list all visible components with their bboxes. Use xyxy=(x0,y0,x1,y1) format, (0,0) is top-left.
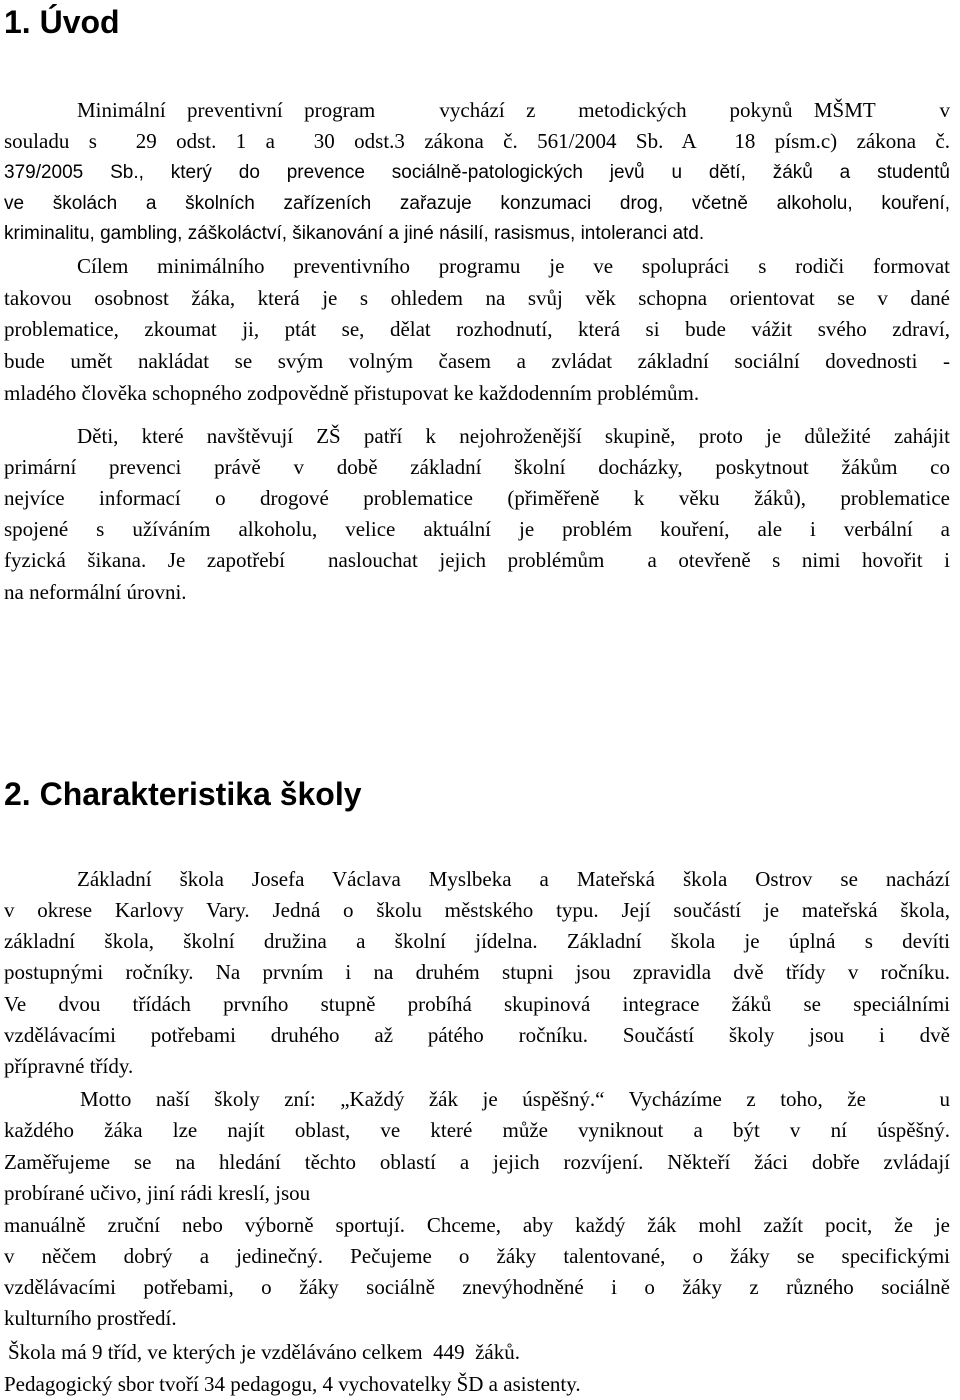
section-2-line: Základní škola Josefa Václava Myslbeka a Mateřská škola Ostrov se nachází xyxy=(77,867,950,891)
section-1-line: mladého člověka schopného zodpovědně přistupovat ke každodenním problémům. xyxy=(4,381,700,405)
section-1-line: nejvíce informací o drogové problematice (přiměřeně k věku žáků), problematice xyxy=(4,486,950,510)
section-1-line: primární prevenci právě v době základní školní docházky, poskytnout žákům co xyxy=(4,455,950,479)
section-1-line: ve školách a školních zařízeních zařazuje konzumaci drog, včetně alkoholu, kouření, xyxy=(4,193,950,214)
section-1-line: fyzická šikana. Je zapotřebí naslouchat jejich problémům a otevřeně s nimi hovořit i xyxy=(4,548,950,572)
section-1-line: na neformální úrovni. xyxy=(4,580,187,604)
section-1-line: kriminalitu, gambling, záškoláctví, šikanování a jiné násilí, rasismus, intoleranci atd. xyxy=(4,223,705,244)
section-1-line: takovou osobnost žáka, která je s ohledem na svůj věk schopna orientovat se v dané xyxy=(4,286,950,310)
section-2-line: v něčem dobrý a jedinečný. Pečujeme o žáky talentované, o žáky se specifickými xyxy=(4,1244,950,1268)
section-2-line: v okrese Karlovy Vary. Jedná o školu městského typu. Její součástí je mateřská škola, xyxy=(4,898,950,922)
section-2-line: Motto naší školy zní: „Každý žák je úspěšný.“ Vycházíme z toho, že u xyxy=(80,1087,950,1111)
section-1-line: bude umět nakládat se svým volným časem a zvládat základní sociální dovednosti - xyxy=(4,349,950,373)
section-2-line: vzdělávacími potřebami druhého až pátého ročníku. Součástí školy jsou i dvě xyxy=(4,1023,950,1047)
section-1-line: Cílem minimálního preventivního programu je ve spolupráci s rodiči formovat xyxy=(77,254,950,278)
section-2-line: základní škola, školní družina a školní jídelna. Základní škola je úplná s devíti xyxy=(4,929,950,953)
section-2-line: Pedagogický sbor tvoří 34 pedagogu, 4 vychovatelky ŠD a asistenty. xyxy=(4,1372,581,1396)
section-2-heading: 2. Charakteristika školy xyxy=(4,776,362,812)
section-2-line: přípravné třídy. xyxy=(4,1054,134,1078)
section-1-line: 379/2005 Sb., který do prevence sociálně-patologických jevů u dětí, žáků a studentů xyxy=(4,162,950,183)
section-2-line: Zaměřujeme se na hledání těchto oblastí a jejich rozvíjení. Někteří žáci dobře zvládají xyxy=(4,1150,950,1174)
section-1-line: problematice, zkoumat ji, ptát se, dělat rozhodnutí, která si bude vážit svého zdraví, xyxy=(4,317,950,341)
section-1-line: Minimální preventivní program vychází z metodických pokynů MŠMT v xyxy=(77,98,950,122)
section-1-line: Děti, které navštěvují ZŠ patří k nejohroženější skupině, proto je důležité zahájit xyxy=(77,424,950,448)
section-2-line: každého žáka lze najít oblast, ve které může vyniknout a být v ní úspěšný. xyxy=(4,1118,950,1142)
section-2-line: manuálně zruční nebo výborně sportují. Chceme, aby každý žák mohl zažít pocit, že je xyxy=(4,1213,950,1237)
section-2-line: kulturního prostředí. xyxy=(4,1306,177,1330)
section-2-line: postupnými ročníky. Na prvním i na druhém stupni jsou zpravidla dvě třídy v ročníku. xyxy=(4,960,950,984)
section-2-line: Škola má 9 tříd, ve kterých je vzděláváno celkem 449 žáků. xyxy=(8,1340,520,1364)
section-2-line: probírané učivo, jiní rádi kreslí, jsou xyxy=(4,1181,311,1205)
section-1-heading: 1. Úvod xyxy=(4,4,120,40)
section-1-line: souladu s 29 odst. 1 a 30 odst.3 zákona č. 561/2004 Sb. A 18 písm.c) zákona č. xyxy=(4,129,950,153)
section-1-line: spojené s užíváním alkoholu, velice aktuální je problém kouření, ale i verbální a xyxy=(4,517,950,541)
section-2-line: vzdělávacími potřebami, o žáky sociálně znevýhodněné i o žáky z různého sociálně xyxy=(4,1275,950,1299)
section-2-line: Ve dvou třídách prvního stupně probíhá skupinová integrace žáků se speciálními xyxy=(4,992,950,1016)
